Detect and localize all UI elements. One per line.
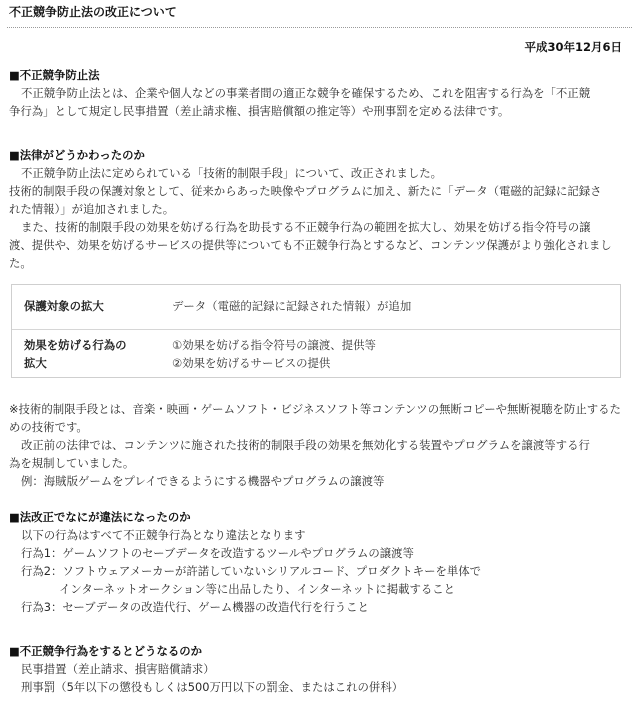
- note-line: 例：海賊版ゲームをプレイできるようにする機器やプログラムの譲渡等: [21, 474, 385, 488]
- act-item: 行為1：ゲームソフトのセーブデータを改造するツールやプログラムの譲渡等: [21, 546, 414, 560]
- table-row-label-line: 効果を妨げる行為の: [24, 338, 127, 352]
- table-row-label: 保護対象の拡大: [24, 299, 104, 313]
- section-heading: ■不正競争防止法: [9, 68, 100, 82]
- page-title: 不正競争防止法の改正について: [9, 5, 177, 19]
- act-item: 行為3：セーブデータの改造代行、ゲーム機器の改造代行を行うこと: [21, 600, 369, 614]
- note-line: ※技術的制限手段とは、音楽・映画・ゲームソフト・ビジネスソフト等コンテンツの無断コピーや無断視聴を防止するた: [9, 402, 621, 416]
- act-item: 行為2：ソフトウェアメーカーが許諾していないシリアルコード、プロダクトキーを単体で: [21, 564, 482, 578]
- title-divider: [7, 27, 632, 28]
- table-row-value-line: ①効果を妨げる指令符号の譲渡、提供等: [172, 338, 376, 352]
- paragraph-line: また、技術的制限手段の効果を妨げる行為を助長する不正競争行為の範囲を拡大し、効果を妨げる指令符号の譲: [21, 220, 591, 234]
- note-line: 為を規制していました。: [9, 456, 135, 470]
- paragraph-line: 不正競争防止法とは、企業や個人などの事業者間の適正な競争を確保するため、これを阻害する行為を「不正競: [21, 86, 591, 100]
- paragraph-line: 刑事罰（5年以下の懲役もしくは500万円以下の罰金、またはこれの併科）: [21, 680, 404, 694]
- paragraph-line: 以下の行為はすべて不正競争行為となり違法となります: [21, 528, 306, 542]
- section-heading: ■法改正でなにが違法になったのか: [9, 510, 191, 524]
- table-row-value: データ（電磁的記録に記録された情報）が追加: [172, 299, 412, 313]
- paragraph-line: 争行為」として規定し民事措置（差止請求権、損害賠償額の推定等）や刑事罰を定める法律です。: [9, 104, 510, 118]
- table-row-label: [12, 330, 152, 377]
- technical-measure-note: [9, 400, 628, 490]
- table-row: [12, 285, 620, 329]
- section-heading: ■法律がどうかわったのか: [9, 148, 145, 162]
- section-what-changed: [9, 146, 628, 272]
- table-row-value: [152, 330, 376, 377]
- section-heading: ■不正競争行為をするとどうなるのか: [9, 644, 203, 658]
- paragraph-line: れた情報）」が追加されました。: [9, 202, 175, 216]
- paragraph-line: 技術的制限手段の保護対象として、従来からあった映像やプログラムに加え、新たに「データ（電磁的記録に記録さ: [9, 184, 602, 198]
- table-row-label-line: 拡大: [24, 356, 47, 370]
- publish-date: 平成30年12月6日: [524, 40, 622, 54]
- table-row-value-line: ②効果を妨げるサービスの提供: [172, 356, 331, 370]
- section-what-became-illegal: [9, 508, 628, 616]
- paragraph-line: 不正競争防止法に定められている「技術的制限手段」について、改正されました。: [21, 166, 442, 180]
- note-line: めの技術です。: [9, 420, 88, 434]
- table-row: [12, 329, 620, 377]
- section-unfair-competition-law: [9, 66, 628, 120]
- expansion-table: [11, 284, 621, 378]
- act-item-continuation: インターネットオークション等に出品したり、インターネットに掲載すること: [59, 582, 456, 596]
- paragraph-line: た。: [9, 256, 32, 270]
- paragraph-line: 渡、提供や、効果を妨げるサービスの提供等についても不正競争行為とするなど、コンテンツ保護がより強化されまし: [9, 238, 612, 252]
- paragraph-line: 民事措置（差止請求、損害賠償請求）: [21, 662, 215, 676]
- note-line: 改正前の法律では、コンテンツに施された技術的制限手段の効果を無効化する装置やプログラムを譲渡等する行: [21, 438, 590, 452]
- section-consequences: [9, 642, 628, 696]
